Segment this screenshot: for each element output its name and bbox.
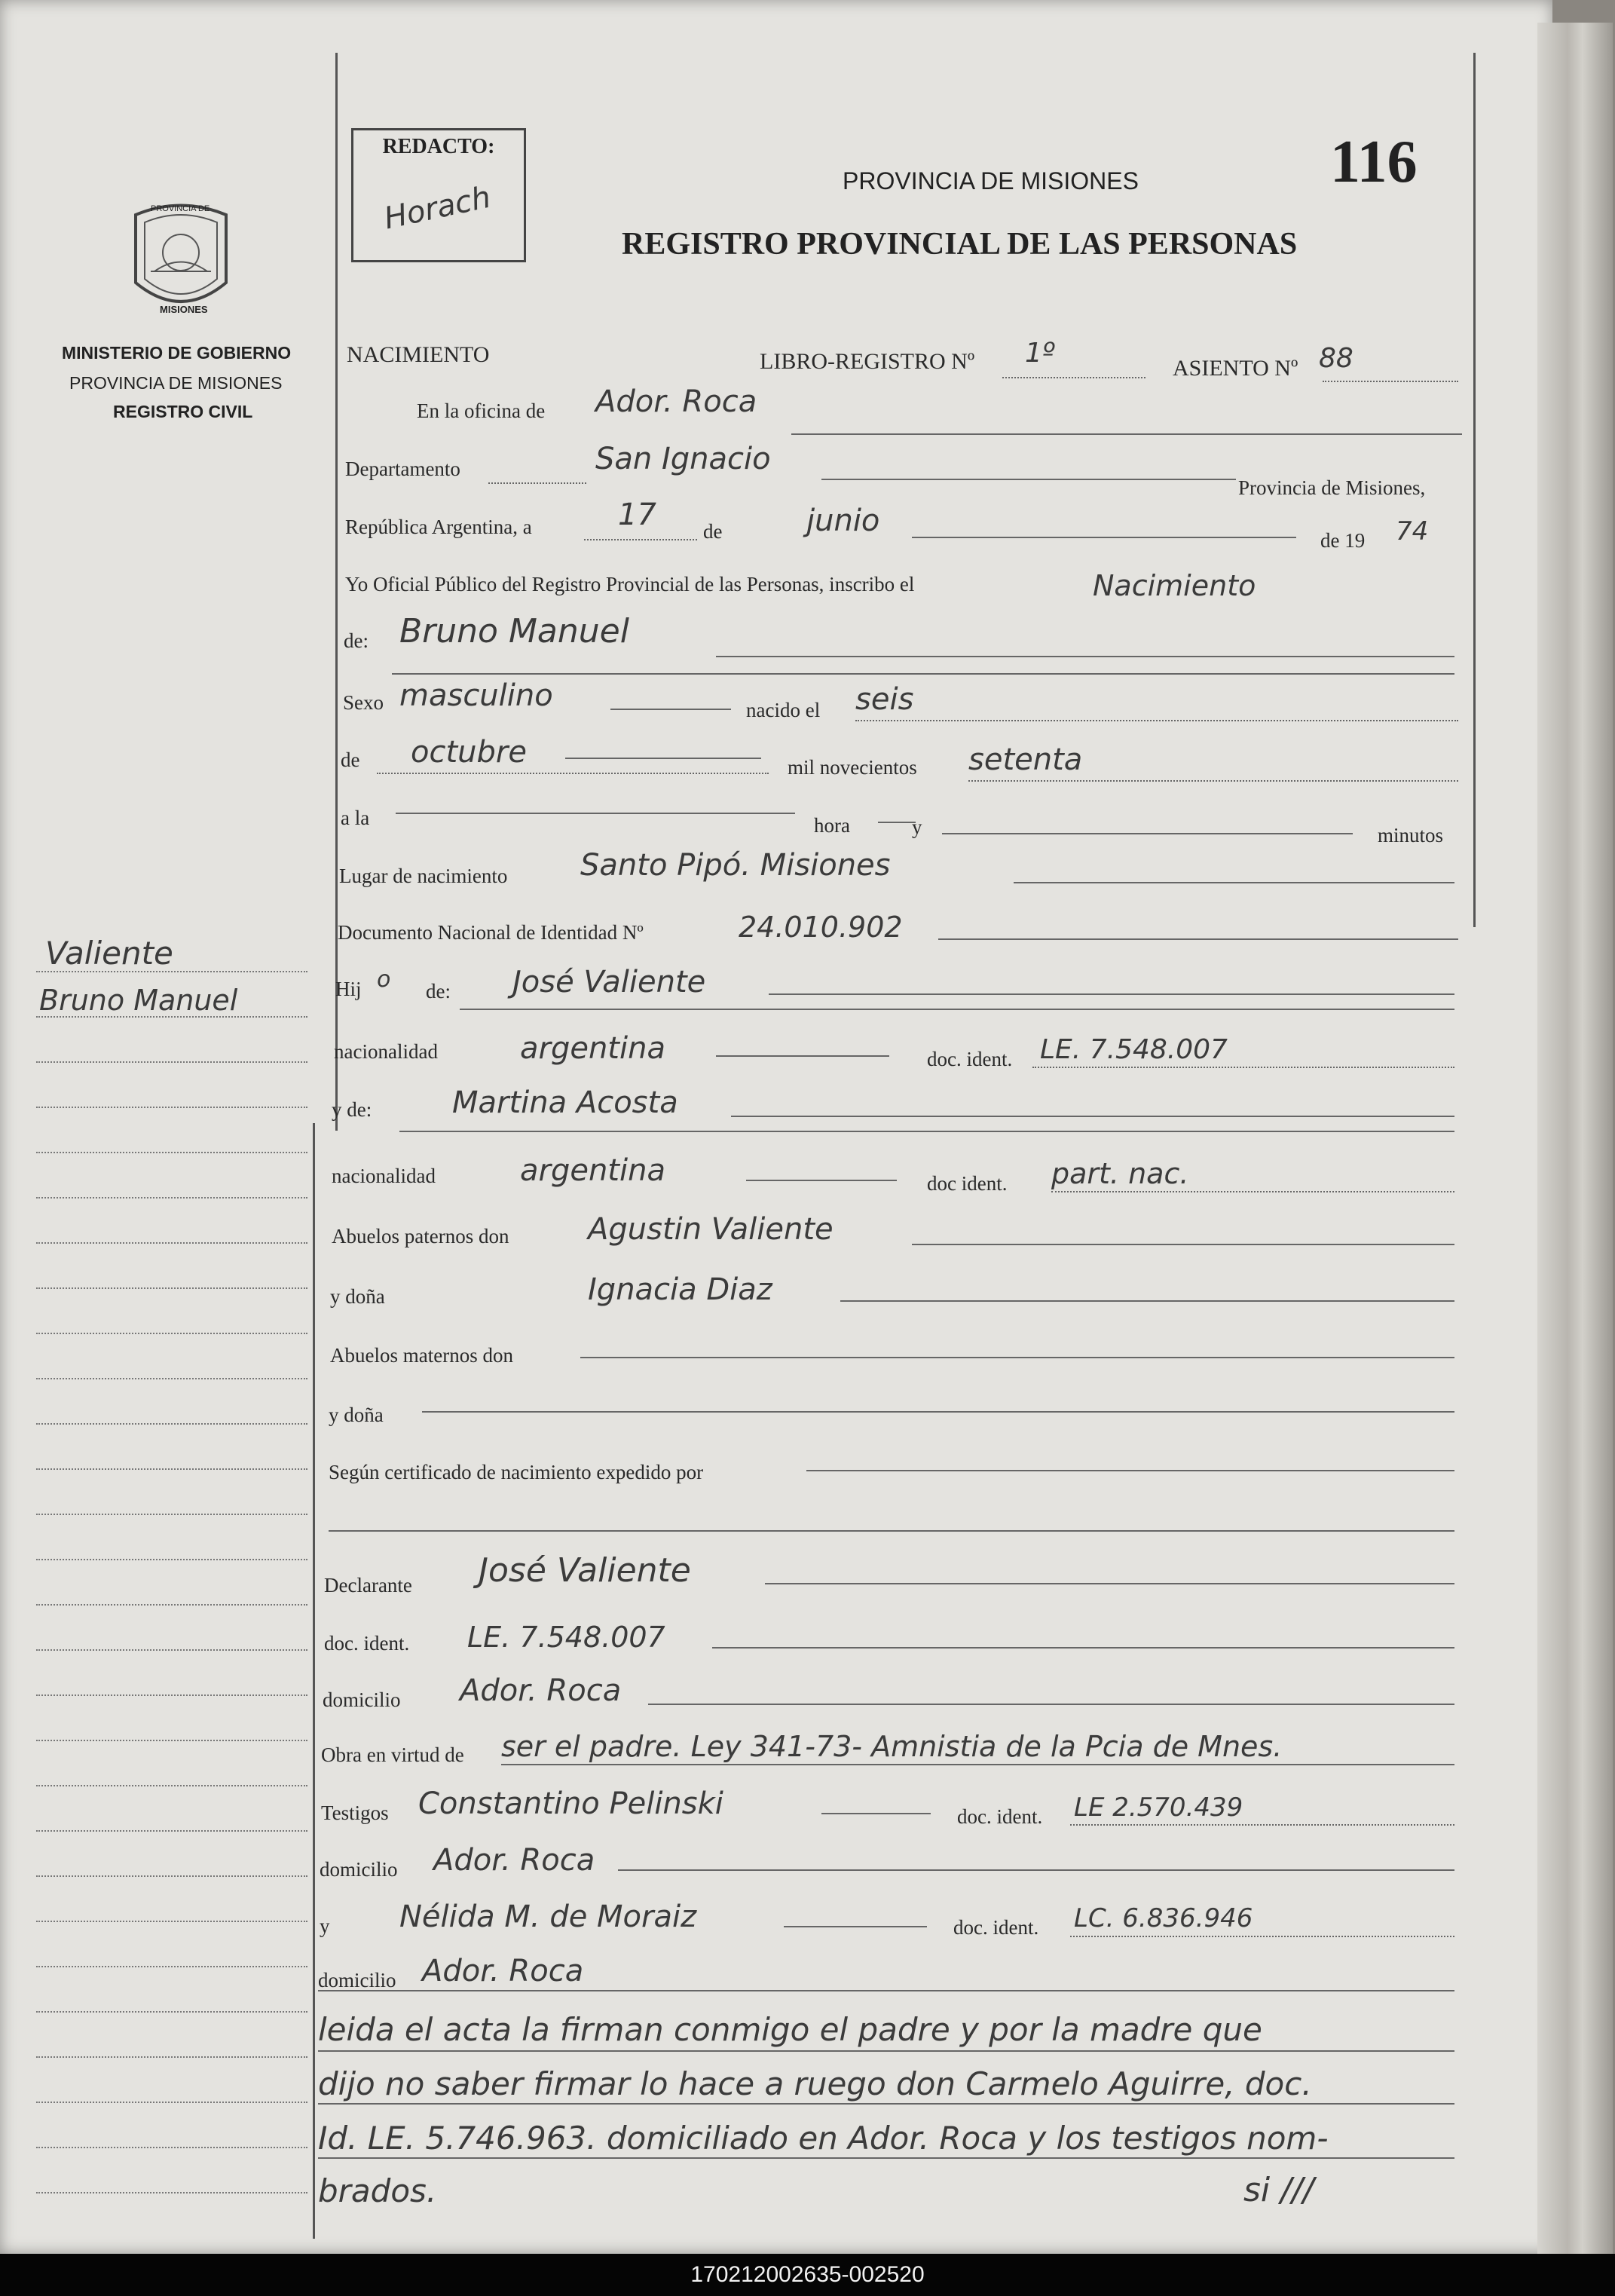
value-declarante-dom: Ador. Roca bbox=[460, 1673, 622, 1708]
value-declarante-doc: LE. 7.548.007 bbox=[467, 1621, 665, 1654]
label-a-la: a la bbox=[341, 807, 370, 829]
redacto-signature: Horach bbox=[381, 179, 494, 237]
label-libro: LIBRO-REGISTRO Nº bbox=[760, 349, 975, 374]
acta-line-1: leida el acta la firman conmigo el padre y por la madre que bbox=[318, 2011, 1262, 2048]
value-asiento: 88 bbox=[1319, 343, 1353, 374]
label-nacido-el: nacido el bbox=[746, 699, 821, 721]
value-departamento: San Ignacio bbox=[595, 442, 771, 476]
acta-line-3: Id. LE. 5.746.963. domiciliado en Ador. Roca y los testigos nom- bbox=[318, 2120, 1329, 2157]
label-abuelos-paternos: Abuelos paternos don bbox=[332, 1225, 509, 1247]
value-oficina: Ador. Roca bbox=[595, 384, 757, 419]
header-registry: REGISTRO PROVINCIAL DE LAS PERSONAS bbox=[622, 227, 1298, 262]
value-testigo1-doc: LE 2.570.439 bbox=[1074, 1792, 1243, 1823]
acta-closing: si /// bbox=[1243, 2171, 1314, 2209]
label-testigo2-doc: doc. ident. bbox=[953, 1916, 1039, 1939]
label-declarante: Declarante bbox=[324, 1574, 412, 1596]
right-border-line bbox=[1473, 53, 1476, 927]
label-de-19: de 19 bbox=[1320, 529, 1366, 552]
label-asiento: ASIENTO Nº bbox=[1173, 356, 1298, 381]
acta-line-2: dijo no saber firmar lo hace a ruego don Carmelo Aguirre, doc. bbox=[318, 2065, 1312, 2102]
label-de-mes: de bbox=[341, 748, 360, 771]
label-y-dona-pat: y doña bbox=[330, 1285, 385, 1308]
page-stack-edge bbox=[1537, 23, 1613, 2254]
value-declarante: José Valiente bbox=[479, 1551, 691, 1590]
value-anio: 74 bbox=[1396, 516, 1429, 546]
label-nacionalidad-padre: nacionalidad bbox=[334, 1040, 438, 1063]
value-nacido-anio: setenta bbox=[968, 742, 1083, 777]
label-abuelos-maternos: Abuelos maternos don bbox=[330, 1344, 513, 1367]
label-republica: República Argentina, a bbox=[345, 516, 532, 538]
label-hora: hora bbox=[814, 814, 850, 837]
value-testigo2: Nélida M. de Moraiz bbox=[399, 1900, 697, 1934]
value-dni: 24.010.902 bbox=[739, 911, 903, 944]
value-abuela-pat: Ignacia Diaz bbox=[588, 1272, 772, 1307]
margin-given-names: Bruno Manuel bbox=[39, 984, 238, 1017]
value-padre: José Valiente bbox=[512, 965, 706, 1000]
label-y-testigo2: y bbox=[320, 1915, 330, 1937]
registro-civil-title: REGISTRO CIVIL bbox=[113, 402, 253, 421]
acta-line-4: brados. bbox=[318, 2172, 437, 2209]
label-obra: Obra en virtud de bbox=[321, 1743, 464, 1766]
value-madre-nac: argentina bbox=[520, 1153, 665, 1188]
label-y-de-madre: y de: bbox=[332, 1098, 372, 1121]
seal bbox=[128, 200, 234, 320]
value-madre: Martina Acosta bbox=[452, 1085, 678, 1120]
redacto-label: REDACTO: bbox=[382, 135, 495, 158]
ministry-title: MINISTERIO DE GOBIERNO bbox=[62, 343, 292, 363]
label-testigo1-doc: doc. ident. bbox=[957, 1805, 1043, 1828]
label-doc-ident-padre: doc. ident. bbox=[927, 1048, 1013, 1070]
value-testigo1: Constantino Pelinski bbox=[418, 1786, 723, 1821]
value-testigo2-doc: LC. 6.836.946 bbox=[1074, 1903, 1253, 1933]
label-hij: Hij bbox=[335, 978, 362, 1000]
value-testigo2-dom: Ador. Roca bbox=[422, 1954, 584, 1988]
province-title: PROVINCIA DE MISIONES bbox=[69, 373, 283, 393]
seal-bottom-text: MISIONES bbox=[160, 304, 208, 315]
label-doc-ident-madre: doc ident. bbox=[927, 1172, 1008, 1195]
margin-surname: Valiente bbox=[45, 935, 173, 972]
value-nacido-dia: seis bbox=[855, 682, 914, 717]
value-nacido-mes: octubre bbox=[411, 735, 527, 770]
label-y-dona-mat: y doña bbox=[329, 1404, 384, 1426]
label-testigos: Testigos bbox=[321, 1802, 389, 1824]
image-id-footer: 170212002635-002520 bbox=[0, 2254, 1615, 2296]
value-nombre: Bruno Manuel bbox=[399, 612, 629, 651]
value-mes: junio bbox=[806, 504, 880, 538]
header-province: PROVINCIA DE MISIONES bbox=[843, 167, 1139, 194]
label-minutos: minutos bbox=[1378, 824, 1444, 846]
label-y-hora: y bbox=[912, 816, 922, 838]
label-nacionalidad-madre: nacionalidad bbox=[332, 1165, 436, 1187]
value-padre-nac: argentina bbox=[520, 1031, 665, 1066]
label-provincia: Provincia de Misiones, bbox=[1238, 476, 1426, 499]
label-lugar: Lugar de nacimiento bbox=[339, 865, 508, 887]
label-departamento: Departamento bbox=[345, 458, 460, 480]
value-madre-doc: part. nac. bbox=[1051, 1157, 1189, 1190]
label-sexo: Sexo bbox=[343, 691, 384, 714]
value-padre-doc: LE. 7.548.007 bbox=[1040, 1034, 1228, 1065]
label-testigo1-domicilio: domicilio bbox=[320, 1858, 398, 1881]
left-border-line-lower bbox=[313, 1123, 315, 2239]
label-declarante-doc: doc. ident. bbox=[324, 1632, 410, 1655]
label-mil-novecientos: mil novecientos bbox=[788, 756, 917, 779]
value-obra: ser el padre. Ley 341-73- Amnistia de la Pcia de Mnes. bbox=[501, 1730, 1283, 1763]
label-testigo2-domicilio: domicilio bbox=[318, 1969, 396, 1991]
label-nacimiento: NACIMIENTO bbox=[347, 342, 490, 367]
label-oficina: En la oficina de bbox=[417, 400, 546, 422]
label-de-nombre: de: bbox=[344, 629, 369, 652]
value-sexo: masculino bbox=[399, 678, 553, 713]
folio-number: 116 bbox=[1330, 129, 1418, 195]
label-de: de bbox=[703, 520, 723, 543]
seal-top-text: PROVINCIA DE bbox=[151, 204, 210, 213]
value-libro: 1º bbox=[1025, 338, 1055, 369]
label-yo-oficial: Yo Oficial Público del Registro Provincial de las Personas, inscribo el bbox=[345, 573, 915, 595]
value-abuelo-pat: Agustin Valiente bbox=[588, 1212, 833, 1247]
left-border-line bbox=[335, 53, 338, 1131]
label-declarante-domicilio: domicilio bbox=[323, 1688, 401, 1711]
value-inscribo: Nacimiento bbox=[1093, 569, 1256, 602]
label-dni: Documento Nacional de Identidad Nº bbox=[338, 921, 644, 944]
redacto-box bbox=[351, 128, 526, 262]
value-testigo1-dom: Ador. Roca bbox=[433, 1843, 595, 1878]
value-hijo-suffix: o bbox=[377, 966, 391, 993]
label-de-padre: de: bbox=[426, 980, 451, 1003]
value-lugar: Santo Pipó. Misiones bbox=[580, 848, 891, 883]
label-segun: Según certificado de nacimiento expedido por bbox=[329, 1461, 704, 1483]
value-dia: 17 bbox=[618, 497, 656, 532]
